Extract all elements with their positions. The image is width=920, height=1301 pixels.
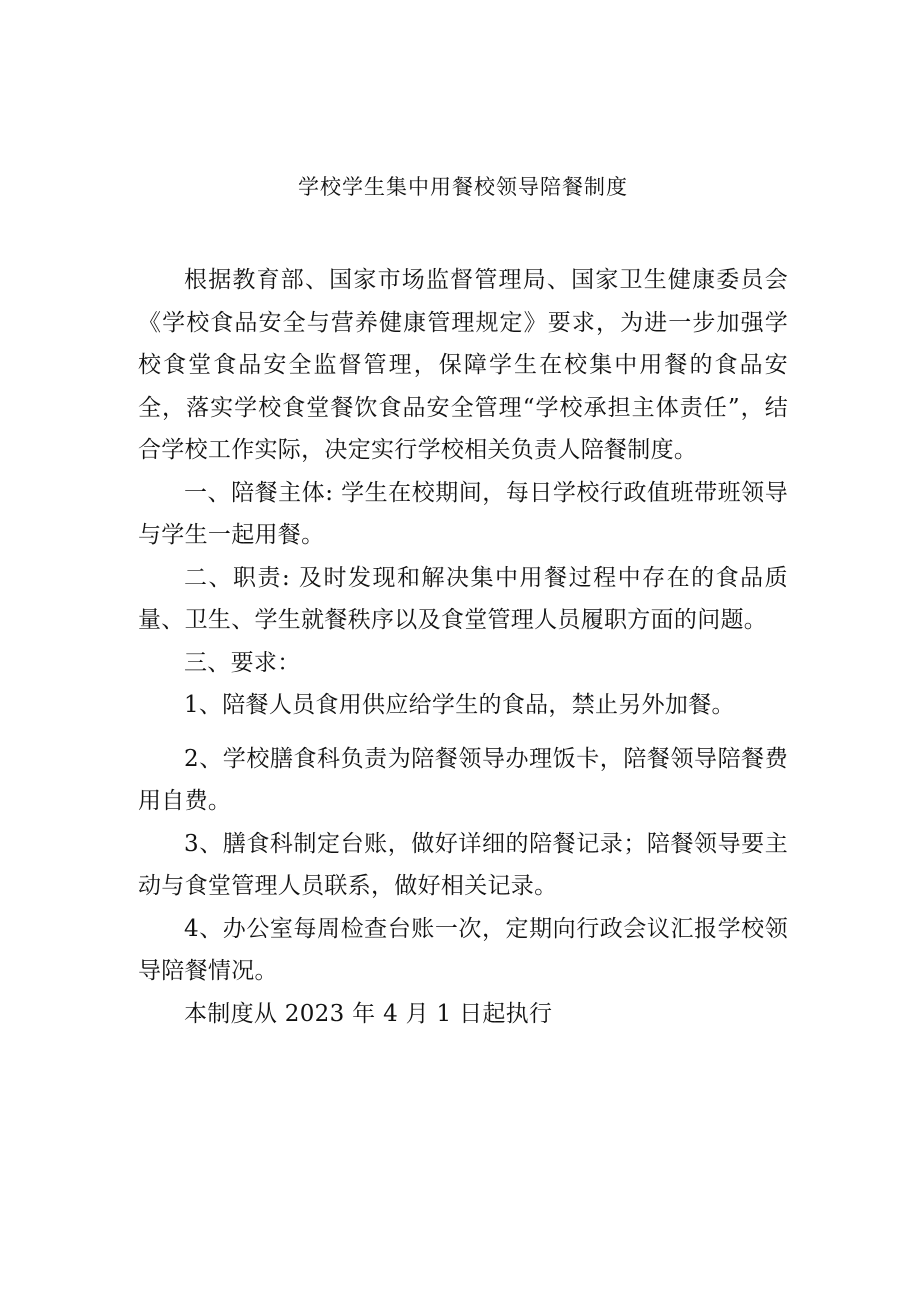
- paragraph-requirement-1: 1、陪餐人员食用供应给学生的食品，禁止另外加餐。: [184, 692, 735, 718]
- paragraph-requirement-3: 3、膳食科制定台账，做好详细的陪餐记录；陪餐领导要主动与食堂管理人员联系，做好相关记录。: [138, 830, 788, 899]
- paragraph-requirement-4: 4、办公室每周检查台账一次，定期向行政会议汇报学校领导陪餐情况。: [138, 915, 788, 984]
- paragraph-requirement-2: 2、学校膳食科负责为陪餐领导办理饭卡，陪餐领导陪餐费用自费。: [138, 745, 788, 814]
- document-body: [138, 259, 788, 1035]
- paragraph-requirements-heading: 三、要求：: [184, 649, 301, 676]
- paragraph-preamble: 根据教育部、国家市场监督管理局、国家卫生健康委员会《学校食品安全与营养健康管理规定》要求，为进一步加强学校食堂食品安全监督管理，保障学生在校集中用餐的食品安全，落实学校食堂餐饮食品安全管理“学校承担主体责任”，结合学校工作实际，决定实行学校相关负责人陪餐制度。: [138, 267, 788, 463]
- paragraph-dining-subject: 一、陪餐主体: 学生在校期间，每日学校行政值班带班领导与学生一起用餐。: [138, 479, 788, 548]
- document-page: [138, 0, 788, 1301]
- document-title: 学校学生集中用餐校领导陪餐制度: [298, 175, 628, 199]
- paragraph-effective-date: 本制度从 2023 年 4 月 1 日起执行: [184, 1000, 553, 1027]
- paragraph-responsibilities: 二、职责: 及时发现和解决集中用餐过程中存在的食品质量、卫生、学生就餐秩序以及食堂管理人员履职方面的问题。: [138, 564, 788, 633]
